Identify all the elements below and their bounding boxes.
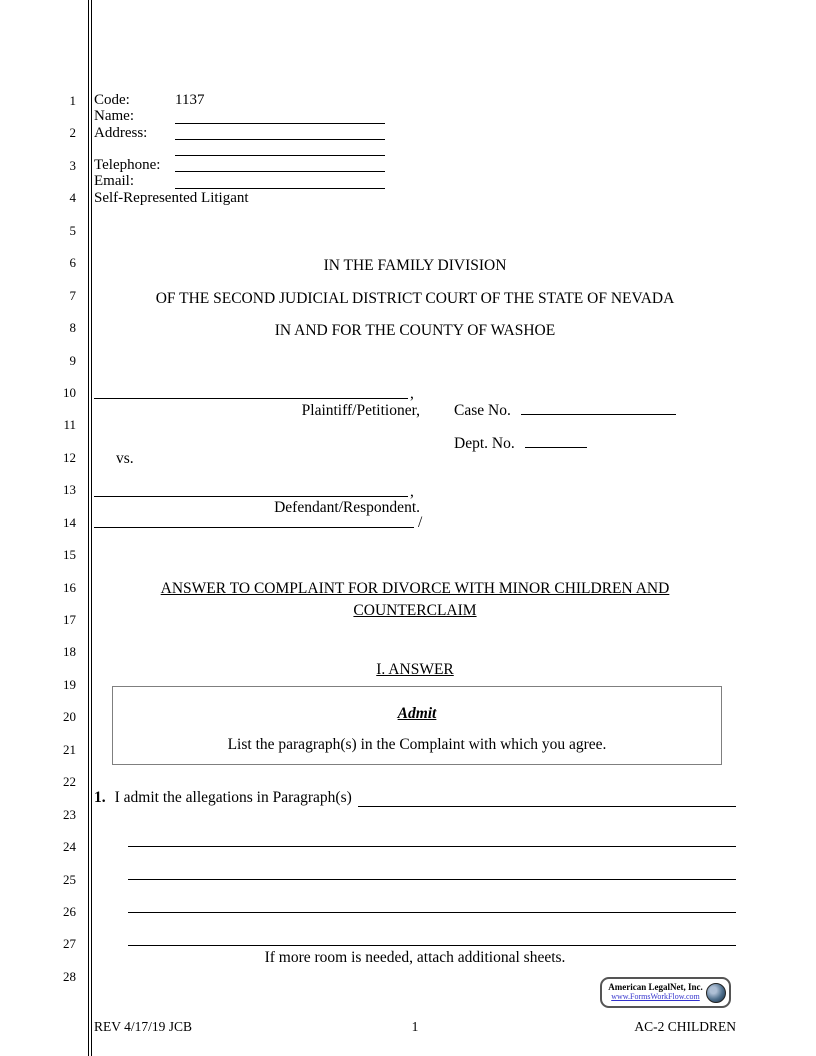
line-number: 3 [69, 157, 76, 173]
name-label: Name: [94, 108, 134, 125]
address-field-1[interactable] [175, 139, 385, 140]
document-title-wrap [94, 578, 736, 622]
line-number: 23 [63, 806, 76, 822]
line-number: 5 [69, 222, 76, 238]
email-row [94, 173, 414, 189]
line-number: 25 [63, 871, 76, 887]
footer-form-code: AC-2 CHILDREN [634, 1019, 736, 1034]
defendant-comma: , [410, 483, 414, 500]
address-row [94, 125, 414, 141]
court-heading [94, 250, 736, 348]
line-number: 26 [63, 903, 76, 919]
name-field[interactable] [175, 123, 385, 124]
code-value: 1137 [175, 92, 205, 108]
plaintiff-name-field[interactable] [94, 383, 408, 399]
line-number-column [0, 93, 76, 1001]
court-heading-line1: IN THE FAMILY DIVISION [323, 257, 507, 274]
line-number: 11 [63, 417, 76, 433]
line-number: 21 [63, 741, 76, 757]
self-represented-label: Self-Represented Litigant [94, 189, 249, 206]
address-field-2[interactable] [175, 155, 385, 156]
email-field[interactable] [175, 188, 385, 189]
globe-icon [706, 983, 726, 1003]
line-number: 1 [69, 93, 76, 108]
more-room-note: If more room is needed, attach additional sheets. [264, 949, 566, 966]
court-heading-line3: IN AND FOR THE COUNTY OF WASHOE [274, 322, 556, 339]
case-number-field[interactable] [521, 403, 676, 415]
caption-closing-slash: / [418, 514, 423, 531]
defendant-label: Defendant/Respondent. [274, 499, 420, 516]
line-number: 12 [63, 449, 76, 465]
line-number: 18 [63, 644, 76, 660]
dept-number-field[interactable] [525, 436, 587, 448]
plaintiff-comma: , [410, 385, 414, 402]
footer-page-number: 1 [411, 1019, 419, 1034]
line-number: 6 [69, 255, 76, 271]
answer-section-heading [94, 661, 736, 679]
plaintiff-label: Plaintiff/Petitioner, [301, 402, 420, 419]
name-row [94, 108, 414, 124]
address-label: Address: [94, 124, 148, 141]
line-number: 27 [63, 936, 76, 952]
caption-closing-line [94, 512, 414, 528]
line-number: 14 [63, 514, 76, 530]
email-label: Email: [94, 173, 134, 190]
blank-answer-line-2[interactable] [128, 879, 736, 880]
self-represented-row [94, 190, 414, 206]
line-number: 10 [63, 384, 76, 400]
dept-number-label: Dept. No. [454, 435, 515, 452]
pleading-margin-rule [88, 0, 92, 1056]
line-number: 2 [69, 125, 76, 141]
line-number: 7 [69, 287, 76, 303]
american-legalnet-company: American LegalNet, Inc. [608, 982, 703, 993]
line-number: 24 [63, 839, 76, 855]
court-heading-line2: OF THE SECOND JUDICIAL DISTRICT COURT OF THE STATE OF NEVADA [155, 289, 675, 307]
line-number: 28 [63, 968, 76, 984]
line-number: 4 [69, 190, 76, 206]
defendant-name-field[interactable] [94, 481, 408, 497]
case-number-row [454, 402, 676, 420]
blank-answer-line-3[interactable] [128, 912, 736, 913]
american-legalnet-badge [600, 977, 731, 1008]
line-number: 16 [63, 579, 76, 595]
telephone-row [94, 157, 414, 173]
document-title: ANSWER TO COMPLAINT FOR DIVORCE WITH MINOR CHILDREN AND COUNTERCLAIM [160, 580, 670, 619]
admit-box-instruction: List the paragraph(s) in the Complaint with which you agree. [227, 736, 607, 753]
filer-info-block [94, 92, 414, 206]
line-number: 19 [63, 676, 76, 692]
line-number: 8 [69, 320, 76, 336]
address-row-2 [94, 141, 414, 157]
line-number: 13 [63, 482, 76, 498]
paragraphs-field[interactable] [358, 792, 736, 807]
code-row [94, 92, 414, 108]
item-1-text: I admit the allegations in Paragraph(s) [114, 789, 352, 806]
line-number: 22 [63, 774, 76, 790]
vs-label: vs. [116, 450, 134, 467]
line-number: 15 [63, 547, 76, 563]
formsworkflow-link[interactable]: www.FormsWorkFlow.com [611, 992, 700, 1002]
line-number: 17 [63, 612, 76, 627]
line-number: 20 [63, 709, 76, 725]
admit-instruction-box [112, 686, 722, 765]
item-1-number: 1. [94, 789, 106, 806]
answer-section-heading-text: I. ANSWER [376, 661, 454, 678]
admit-box-title: Admit [397, 705, 437, 722]
american-legalnet-text [605, 983, 706, 1002]
footer-revision: REV 4/17/19 JCB [94, 1019, 193, 1034]
telephone-field[interactable] [175, 171, 385, 172]
telephone-label: Telephone: [94, 157, 161, 174]
code-label: Code: [94, 92, 130, 108]
dept-number-row [454, 435, 587, 453]
blank-answer-line-1[interactable] [128, 846, 736, 847]
case-number-label: Case No. [454, 402, 511, 419]
admit-item-1 [94, 789, 736, 807]
line-number: 9 [69, 352, 76, 368]
blank-answer-line-4[interactable] [128, 945, 736, 946]
